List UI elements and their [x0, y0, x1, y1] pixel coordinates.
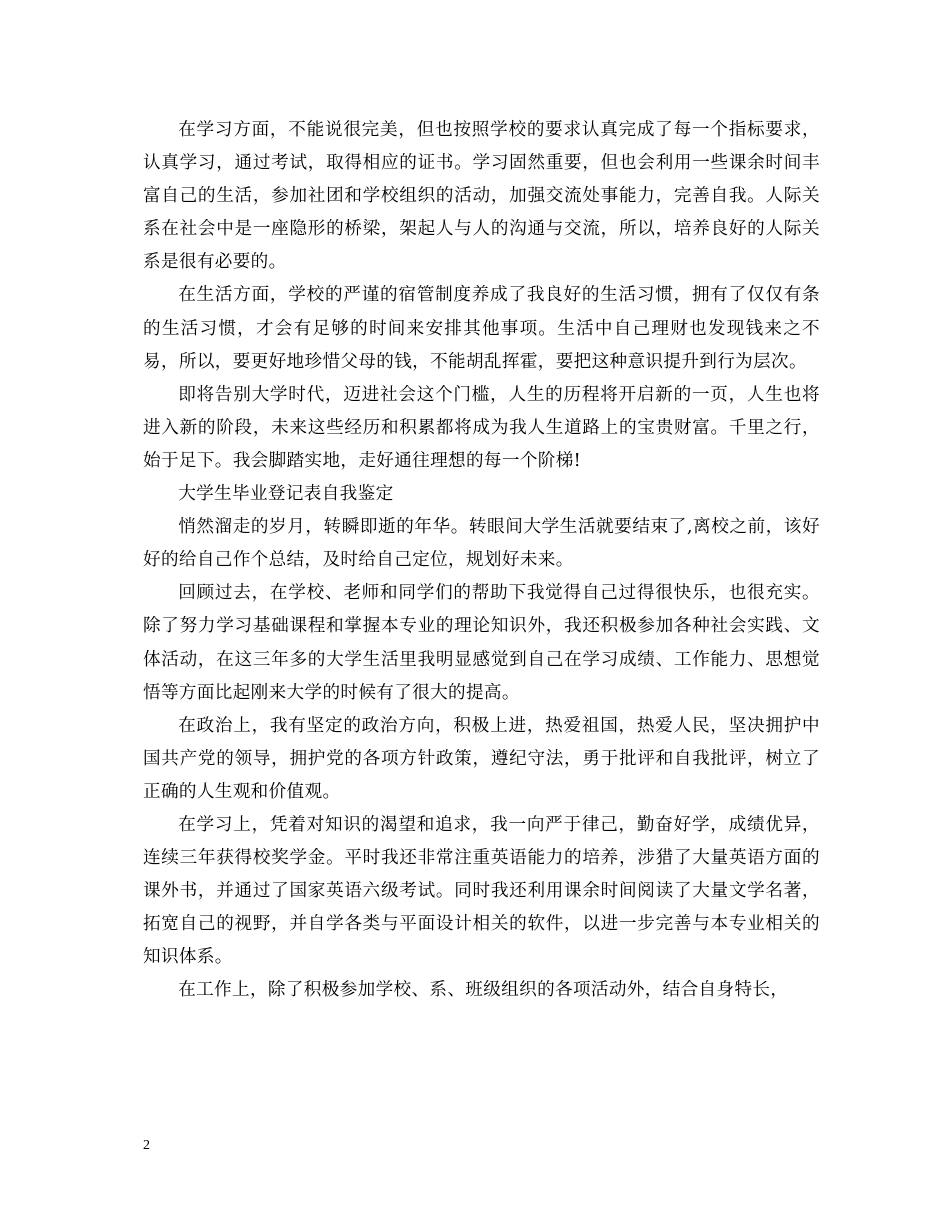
paragraph-life-aspect: 在生活方面，学校的严谨的宿管制度养成了我良好的生活习惯，拥有了仅仅有条的生活习惯，才会有足够的时间来安排其他事项。生活中自己理财也发现钱来之不易，所以，要更好地珍惜父母的钱，不能胡乱挥霍，要把这种意识提升到行为层次。	[143, 285, 820, 372]
paragraph-intro: 悄然溜走的岁月，转瞬即逝的年华。转眼间大学生活就要结束了,离校之前，该好好的给自己作个总结，及时给自己定位，规划好未来。	[143, 517, 820, 571]
paragraph-learning: 在学习上，凭着对知识的渴望和追求，我一向严于律己，勤奋好学，成绩优异，连续三年获得校奖学金。平时我还非常注重英语能力的培养，涉猎了大量英语方面的课外书，并通过了国家英语六级考试。同时我还利用课余时间阅读了大量文学名著，拓宽自己的视野，并自学各类与平面设计相关的软件，以进一步完善与本专业相关的知识体系。	[143, 814, 820, 968]
paragraph-review: 回顾过去，在学校、老师和同学们的帮助下我觉得自己过得很快乐，也很充实。除了努力学习基础课程和掌握本专业的理论知识外，我还积极参加各种社会实践、文体活动，在这三年多的大学生活里我明显感觉到自己在学习成绩、工作能力、思想觉悟等方面比起刚来大学的时候有了很大的提高。	[143, 583, 820, 703]
paragraph-politics: 在政治上，我有坚定的政治方向，积极上进，热爱祖国，热爱人民，坚决拥护中国共产党的领导，拥护党的各项方针政策，遵纪守法，勇于批评和自我批评，树立了正确的人生观和价值观。	[143, 715, 820, 802]
paragraph-work: 在工作上，除了积极参加学校、系、班级组织的各项活动外，结合自身特长，	[178, 980, 789, 1001]
page-number: 2	[143, 1138, 150, 1153]
paragraph-farewell: 即将告别大学时代，迈进社会这个门槛，人生的历程将开启新的一页，人生也将进入新的阶段，未来这些经历和积累都将成为我人生道路上的宝贵财富。千里之行，始于足下。我会脚踏实地，走好通往理想的每一个阶梯!	[143, 384, 820, 471]
paragraph-study-aspect: 在学习方面，不能说很完美，但也按照学校的要求认真完成了每一个指标要求，认真学习，通过考试，取得相应的证书。学习固然重要，但也会利用一些课余时间丰富自己的生活，参加社团和学校组织的活动，加强交流处事能力，完善自我。人际关系在社会中是一座隐形的桥梁，架起人与人的沟通与交流，所以，培养良好的人际关系是很有必要的。	[143, 120, 820, 273]
section-heading: 大学生毕业登记表自我鉴定	[178, 484, 394, 505]
document-body	[143, 114, 820, 1008]
